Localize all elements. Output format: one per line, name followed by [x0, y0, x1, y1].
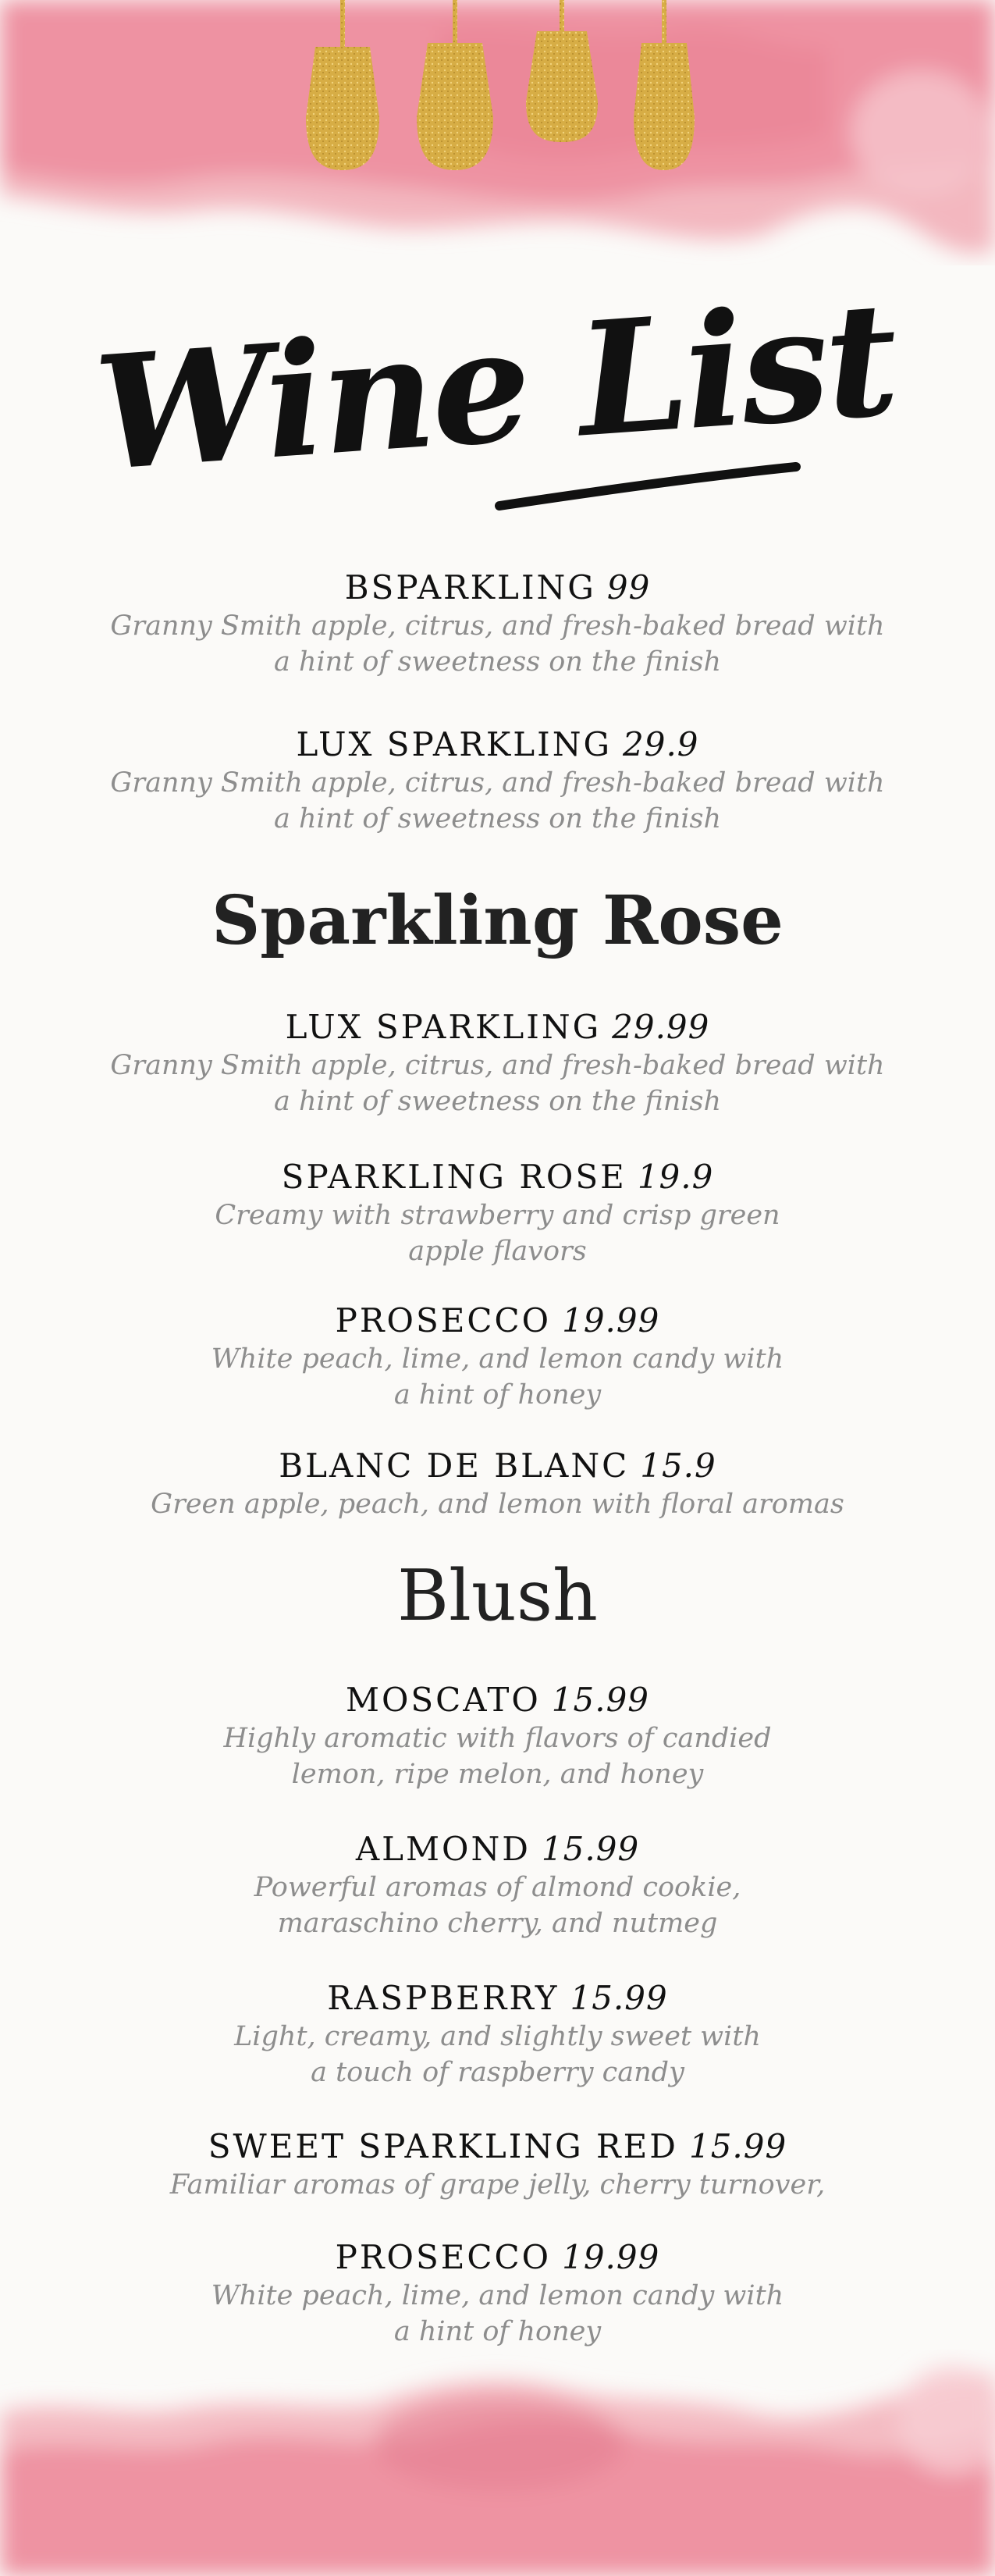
item-price: 19.99 — [562, 1301, 660, 1340]
item-name: BSPARKLING — [344, 568, 596, 607]
item-name-line — [0, 1300, 995, 1341]
item-description: maraschino cherry, and nutmeg — [277, 1908, 718, 1939]
wine-glass-icon — [306, 0, 379, 170]
item-description: White peach, lime, and lemon candy with — [211, 2280, 784, 2311]
item-description: a hint of honey — [393, 1379, 602, 1411]
item-description: a hint of sweetness on the finish — [273, 1086, 722, 1117]
item-name: SWEET SPARKLING RED — [208, 2127, 678, 2165]
item-price: 19.9 — [637, 1158, 714, 1196]
menu-item — [0, 568, 995, 680]
item-price: 29.9 — [623, 725, 699, 763]
item-description: Powerful aromas of almond cookie, — [254, 1872, 741, 1903]
item-name: SPARKLING ROSE — [281, 1158, 627, 1196]
item-name-line — [0, 568, 995, 608]
item-name: BLANC DE BLANC — [279, 1446, 630, 1485]
menu-item — [0, 1007, 995, 1119]
menu-item — [0, 724, 995, 837]
item-price: 15.99 — [541, 1830, 640, 1868]
item-description: a hint of sweetness on the finish — [273, 803, 722, 834]
item-description: Highly aromatic with flavors of candied — [223, 1723, 772, 1754]
section-heading-blush: Blush — [396, 1555, 599, 1637]
item-description: a hint of honey — [393, 2316, 602, 2347]
item-description: a touch of raspberry candy — [311, 2057, 684, 2088]
item-name: PROSECCO — [335, 1301, 552, 1340]
menu-item — [0, 1157, 995, 1269]
item-name: MOSCATO — [345, 1681, 541, 1719]
menu-item — [0, 1300, 995, 1413]
item-description: Creamy with strawberry and crisp green — [215, 1200, 780, 1231]
menu-item — [0, 2237, 995, 2350]
item-price: 19.99 — [562, 2238, 660, 2276]
item-name: LUX SPARKLING — [285, 1008, 602, 1046]
item-price: 15.99 — [551, 1681, 650, 1719]
menu-item — [0, 1446, 995, 1522]
item-name: ALMOND — [355, 1830, 531, 1868]
item-name-line — [0, 1680, 995, 1720]
item-name-line — [0, 1446, 995, 1486]
item-name: PROSECCO — [335, 2238, 552, 2276]
watercolor-bottom-decoration — [0, 2350, 995, 2576]
item-name-line — [0, 2126, 995, 2167]
item-price: 99 — [606, 568, 651, 607]
menu-item — [0, 2126, 995, 2203]
menu-title-text: Wine List — [90, 267, 901, 507]
item-price: 29.99 — [612, 1008, 710, 1046]
item-name-line — [0, 1157, 995, 1197]
item-name: LUX SPARKLING — [296, 725, 612, 763]
item-name-line — [0, 1829, 995, 1870]
item-price: 15.9 — [640, 1446, 716, 1485]
wine-glass-icon — [526, 0, 598, 142]
item-description: Familiar aromas of grape jelly, cherry turnover, — [169, 2169, 826, 2201]
item-price: 15.99 — [570, 1979, 668, 2017]
item-name-line — [0, 724, 995, 765]
item-description: Light, creamy, and slightly sweet with — [234, 2021, 761, 2052]
wine-glasses-decoration — [0, 0, 995, 180]
item-price: 15.99 — [688, 2127, 787, 2165]
menu-item — [0, 1978, 995, 2090]
menu-item — [0, 1829, 995, 1941]
item-description: lemon, ripe melon, and honey — [291, 1759, 704, 1790]
item-name: RASPBERRY — [327, 1979, 560, 2017]
item-description: Granny Smith apple, citrus, and fresh-baked bread with — [110, 610, 885, 642]
item-description: Granny Smith apple, citrus, and fresh-baked bread with — [110, 1050, 885, 1081]
item-description: apple flavors — [408, 1236, 587, 1267]
item-description: Granny Smith apple, citrus, and fresh-baked bread with — [110, 767, 885, 799]
wine-glass-icon — [417, 0, 493, 170]
item-name-line — [0, 2237, 995, 2278]
menu-title — [0, 258, 995, 539]
item-name-line — [0, 1007, 995, 1048]
item-description: White peach, lime, and lemon candy with — [211, 1343, 784, 1375]
item-description: a hint of sweetness on the finish — [273, 646, 722, 678]
menu-item — [0, 1680, 995, 1792]
wine-glass-icon — [634, 0, 695, 170]
item-name-line — [0, 1978, 995, 2019]
item-description: Green apple, peach, and lemon with floral aromas — [151, 1489, 844, 1520]
section-heading-sparkling-rose: Sparkling Rose — [211, 881, 784, 960]
